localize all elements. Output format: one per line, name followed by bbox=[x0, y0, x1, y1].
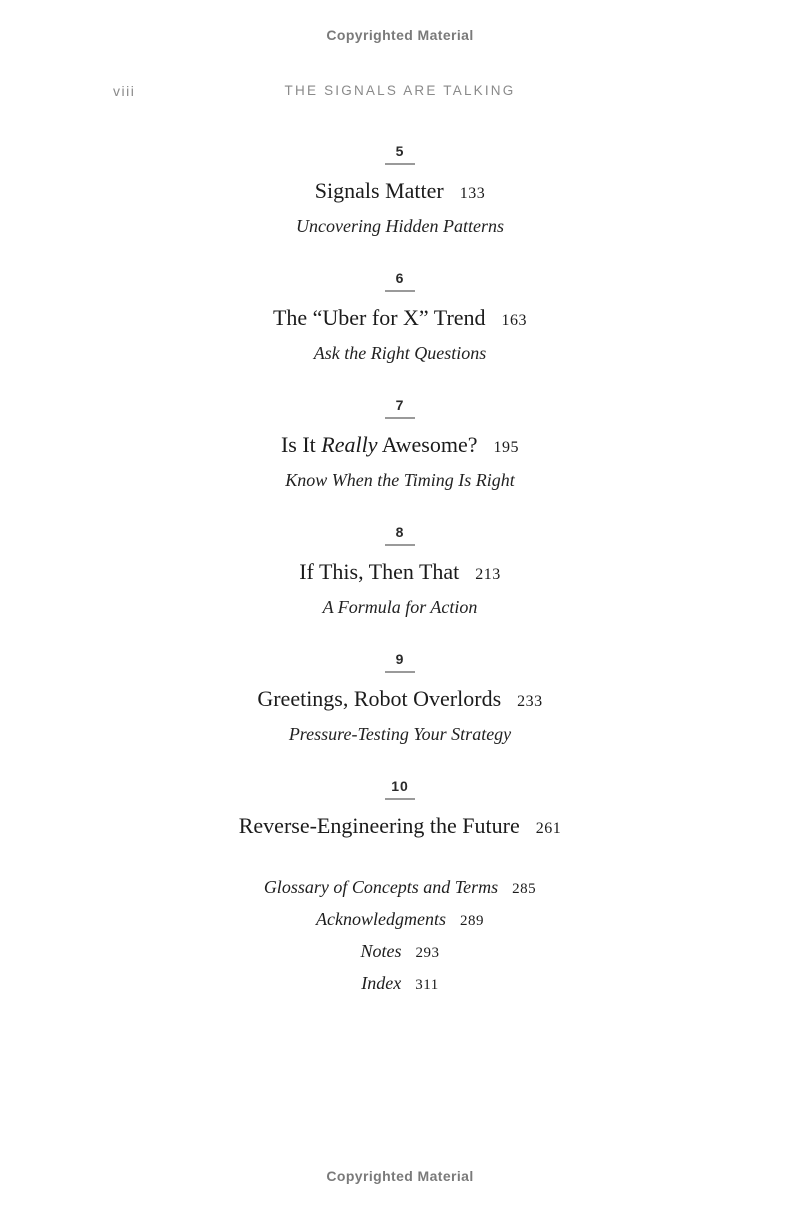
chapter-rule bbox=[385, 671, 415, 673]
chapter-title-text: Greetings, Robot Overlords bbox=[257, 686, 502, 711]
chapter-page-number: 233 bbox=[517, 693, 543, 710]
copyright-notice-top: Copyrighted Material bbox=[326, 27, 474, 43]
chapter-title bbox=[0, 177, 800, 208]
back-matter-label: Index bbox=[361, 973, 402, 993]
toc-chapter-9 bbox=[0, 651, 800, 746]
chapter-title bbox=[0, 304, 800, 335]
chapter-title-text: Reverse-Engineering the Future bbox=[238, 813, 520, 838]
chapter-rule bbox=[385, 163, 415, 165]
chapter-number: 9 bbox=[395, 651, 405, 667]
back-matter-item-index bbox=[0, 971, 800, 997]
copyright-notice-bottom: Copyrighted Material bbox=[326, 1168, 474, 1184]
back-matter-item-notes bbox=[0, 939, 800, 965]
chapter-title-text: Signals Matter bbox=[314, 178, 444, 203]
back-matter-label: Acknowledgments bbox=[316, 909, 446, 929]
chapter-subtitle: Know When the Timing Is Right bbox=[285, 470, 515, 490]
back-matter-list bbox=[0, 875, 800, 997]
toc-chapter-8 bbox=[0, 524, 800, 619]
back-matter-page-number: 293 bbox=[415, 945, 440, 961]
back-matter-page-number: 289 bbox=[459, 913, 484, 929]
chapter-number: 7 bbox=[395, 397, 405, 413]
chapter-title-text: Is It bbox=[280, 432, 322, 457]
back-matter-item-glossary bbox=[0, 875, 800, 901]
chapter-rule bbox=[385, 417, 415, 419]
chapter-title-text: If This, Then That bbox=[299, 559, 460, 584]
chapter-title-text: The “Uber for X” Trend bbox=[272, 305, 486, 330]
chapter-number: 5 bbox=[395, 143, 405, 159]
running-head: THE SIGNALS ARE TALKING bbox=[284, 83, 516, 98]
back-matter-page-number: 311 bbox=[415, 977, 439, 993]
back-matter-label: Notes bbox=[360, 941, 402, 961]
table-of-contents bbox=[0, 143, 800, 997]
toc-chapter-5 bbox=[0, 143, 800, 238]
chapter-page-number: 133 bbox=[459, 185, 486, 202]
running-head-row bbox=[0, 83, 800, 99]
toc-chapter-10 bbox=[0, 778, 800, 843]
page-folio: viii bbox=[113, 83, 136, 99]
chapter-title: Is It Really Awesome? 195 bbox=[280, 432, 520, 457]
back-matter-page-number: 285 bbox=[512, 881, 537, 897]
chapter-subtitle: Uncovering Hidden Patterns bbox=[296, 216, 504, 236]
toc-chapter-6 bbox=[0, 270, 800, 365]
chapter-page-number: 261 bbox=[535, 820, 562, 837]
chapter-title bbox=[0, 812, 800, 843]
chapter-page-number: 195 bbox=[493, 439, 520, 456]
chapter-subtitle: A Formula for Action bbox=[322, 597, 478, 617]
chapter-rule bbox=[385, 290, 415, 292]
chapter-rule bbox=[385, 544, 415, 546]
chapter-page-number: 213 bbox=[475, 566, 501, 583]
chapter-number: 10 bbox=[391, 778, 409, 794]
back-matter-item-acknowledgments bbox=[0, 907, 800, 933]
chapter-title bbox=[0, 685, 800, 716]
chapter-rule bbox=[385, 798, 415, 800]
chapter-number: 6 bbox=[395, 270, 405, 286]
toc-chapter-7 bbox=[0, 397, 800, 492]
chapter-title bbox=[0, 558, 800, 589]
chapter-subtitle: Pressure-Testing Your Strategy bbox=[288, 724, 512, 744]
chapter-number: 8 bbox=[395, 524, 405, 540]
chapter-subtitle: Ask the Right Questions bbox=[313, 343, 487, 363]
back-matter-label: Glossary of Concepts and Terms bbox=[263, 877, 499, 897]
chapter-page-number: 163 bbox=[501, 312, 528, 329]
